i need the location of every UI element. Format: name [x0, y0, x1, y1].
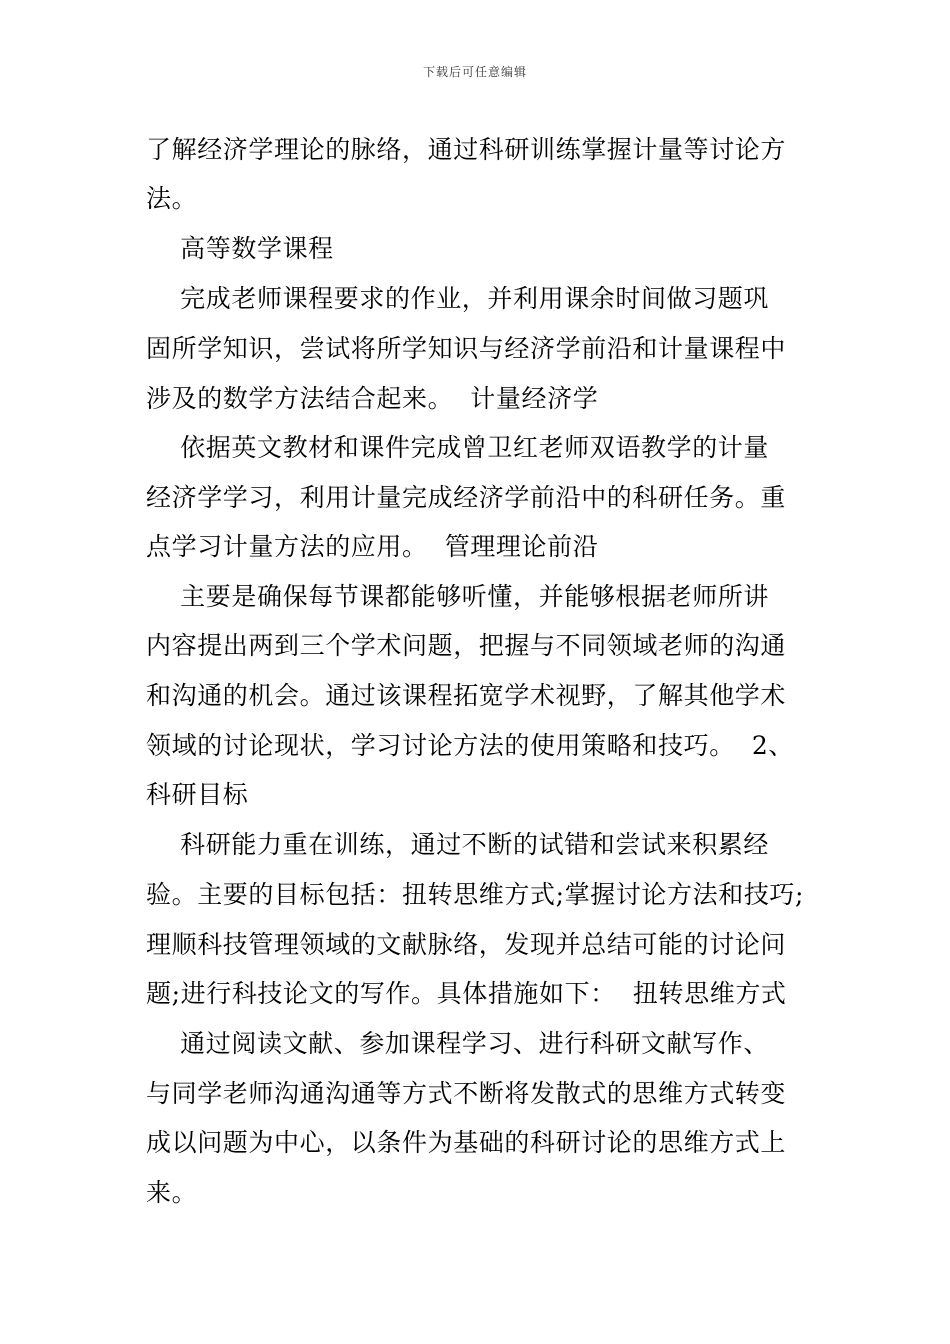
- text-line: 法。: [146, 184, 198, 213]
- text-line: 完成老师课程要求的作业，并利用课余时间做习题巩: [146, 284, 769, 313]
- text-line: 通过阅读文献、参加课程学习、进行科研文献写作、: [146, 1029, 769, 1058]
- text-line: 依据英文教材和课件完成曾卫红老师双语教学的计量: [146, 433, 769, 462]
- text-line: 固所学知识，尝试将所学知识与经济学前沿和计量课程中: [146, 334, 787, 363]
- text-line: 题;进行科技论文的写作。具体措施如下： 扭转思维方式: [146, 979, 787, 1008]
- text-line: 内容提出两到三个学术问题，把握与不同领域老师的沟通: [146, 631, 787, 660]
- text-line: 高等数学课程: [146, 234, 334, 263]
- text-line: 点学习计量方法的应用。 管理理论前沿: [146, 532, 599, 561]
- text-line: 涉及的数学方法结合起来。 计量经济学: [146, 384, 599, 413]
- page-header: 下载后可任意编辑: [422, 65, 527, 79]
- text-line: 领域的讨论现状，学习讨论方法的使用策略和技巧。 2、: [146, 731, 795, 760]
- text-line: 了解经济学理论的脉络，通过科研训练掌握计量等讨论方: [146, 135, 787, 164]
- text-line: 经济学学习，利用计量完成经济学前沿中的科研任务。重: [146, 483, 787, 512]
- text-line: 科研目标: [146, 780, 249, 809]
- text-line: 与同学老师沟通沟通等方式不断将发散式的思维方式转变: [146, 1079, 787, 1108]
- text-line: 来。: [146, 1178, 198, 1207]
- text-line: 科研能力重在训练，通过不断的试错和尝试来积累经: [146, 830, 769, 859]
- text-line: 理顺科技管理领域的文献脉络，发现并总结可能的讨论问: [146, 930, 787, 959]
- text-line: 验。主要的目标包括：扭转思维方式;掌握讨论方法和技巧;: [146, 880, 805, 909]
- text-line: 成以问题为中心，以条件为基础的科研讨论的思维方式上: [146, 1128, 787, 1157]
- text-line: 和沟通的机会。通过该课程拓宽学术视野，了解其他学术: [146, 681, 787, 710]
- text-line: 主要是确保每节课都能够听懂，并能够根据老师所讲: [146, 582, 769, 611]
